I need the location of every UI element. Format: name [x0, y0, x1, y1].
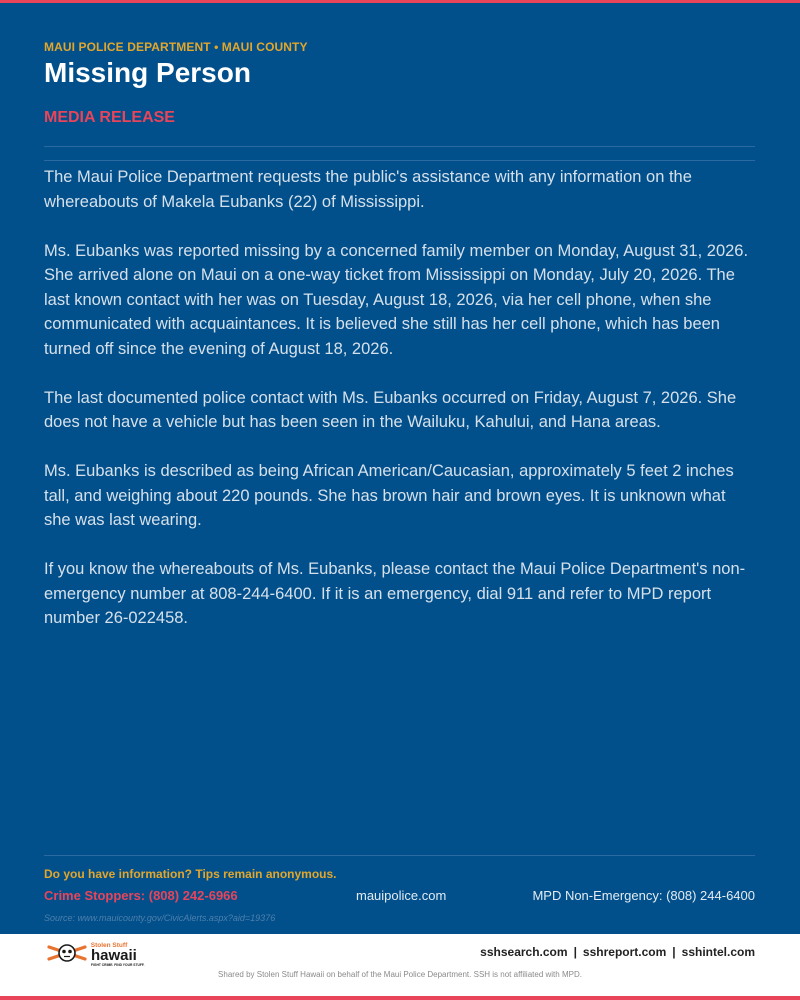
link-separator: | — [672, 945, 676, 959]
footer-links — [480, 945, 755, 959]
divider-top-secondary — [44, 160, 755, 161]
logo-main-text: hawaii — [91, 947, 137, 964]
paragraph-last-contact: The last documented police contact with Ms. Eubanks occurred on Friday, August 7, 2026. She does not have a vehicle but has been seen in the Wailuku, Kahului, and Hana areas. — [44, 388, 737, 431]
stolen-stuff-hawaii-logo[interactable] — [47, 939, 151, 967]
media-release-panel — [0, 3, 800, 934]
sshreport-link[interactable]: sshreport.com — [582, 945, 667, 959]
paragraph-contact-instructions: If you know the whereabouts of Ms. Eubanks, please contact the Maui Police Department's non-emergency number at 808-244-6400. If it is an emergency, dial 911 and refer to MPD report number 26-022458. — [44, 560, 746, 627]
bottom-accent-stripe — [0, 996, 800, 1000]
sshsearch-link[interactable]: sshsearch.com — [480, 945, 568, 959]
agency-line: MAUI POLICE DEPARTMENT • MAUI COUNTY — [44, 40, 308, 54]
mauipolice-link[interactable]: mauipolice.com — [356, 888, 447, 903]
paragraph-description: Ms. Eubanks is described as being African American/Caucasian, approximately 5 feet 2 inches tall, and weighing about 220 pounds. She has brown hair and brown eyes. It is unknown what she was last wearing. — [44, 462, 734, 529]
crime-stoppers-phone[interactable]: Crime Stoppers: (808) 242-6966 — [44, 888, 238, 903]
divider-bottom — [44, 855, 755, 856]
sshintel-link[interactable]: sshintel.com — [681, 945, 755, 959]
footer — [0, 934, 800, 996]
paragraph-request: The Maui Police Department requests the public's assistance with any information on the whereabouts of Makela Eubanks (22) of Mississippi. — [44, 168, 692, 211]
source-link[interactable]: Source: www.mauicounty.gov/CivicAlerts.aspx?aid=19376 — [44, 913, 276, 923]
release-type-label: MEDIA RELEASE — [44, 109, 175, 126]
paragraph-missing-report: Ms. Eubanks was reported missing by a concerned family member on Monday, August 31, 2026. She arrived alone on Maui on a one-way ticket from Mississippi on Monday, July 20, 2026. The last known contact with her was on Tuesday, August 18, 2026, via her cell phone, when she communicated with acquaintances. It is believed she still has her cell phone, which has been turned off since the evening of August 18, 2026. — [44, 241, 749, 358]
tips-line: Do you have information? Tips remain anonymous. — [44, 867, 337, 881]
page-title: Missing Person — [44, 57, 251, 88]
crossed-bones-icon — [49, 945, 85, 961]
footer-disclaimer: Shared by Stolen Stuff Hawaii on behalf of the Maui Police Department. SSH is not affiliated with MPD. — [218, 970, 582, 979]
release-body — [44, 165, 756, 655]
mpd-non-emergency-phone[interactable]: MPD Non-Emergency: (808) 244-6400 — [532, 888, 755, 903]
link-separator: | — [573, 945, 577, 959]
logo-tagline: FIGHT CRIME. FIND YOUR STUFF. — [91, 963, 145, 967]
divider-top — [44, 146, 755, 147]
logo-top-text: Stolen Stuff — [90, 942, 128, 949]
